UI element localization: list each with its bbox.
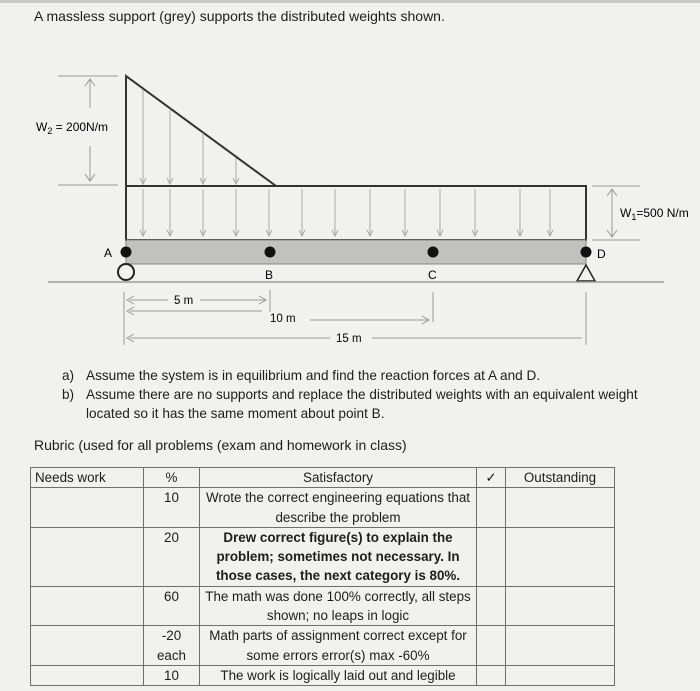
rubric-title: Rubric (used for all problems (exam and homework in class) <box>34 437 407 453</box>
point-b-label: B <box>265 268 274 282</box>
w2-label: $W_2 = 200N/m$ <box>36 120 109 136</box>
check-cell <box>477 488 506 528</box>
dim-15m: 15 m <box>336 333 362 345</box>
table-row <box>31 586 615 626</box>
point-c-dot <box>428 247 439 258</box>
roller-support-a <box>118 264 134 280</box>
percent-cell: 10 <box>144 665 200 685</box>
problem-heading: A massless support (grey) supports the distributed weights shown. <box>34 8 445 24</box>
criterion-cell: The math was done 100% correctly, all steps shown; no leaps in logic <box>200 586 477 626</box>
check-cell <box>477 586 506 626</box>
point-a-dot <box>121 247 132 258</box>
point-d-label: D <box>597 247 606 261</box>
header-check: ✓ <box>477 468 506 488</box>
check-cell <box>477 527 506 586</box>
criterion-cell: Wrote the correct engineering equations that describe the problem <box>200 488 477 528</box>
table-row <box>31 488 615 528</box>
check-cell <box>477 626 506 666</box>
header-needs-work: Needs work <box>31 468 144 488</box>
question-a-label: a) <box>62 368 75 383</box>
percent-cell: 60 <box>144 586 200 626</box>
needs-work-cell <box>31 626 144 666</box>
criterion-cell: The work is logically laid out and legible <box>200 665 477 685</box>
outstanding-cell <box>506 586 615 626</box>
question-b-label: b) <box>62 387 75 402</box>
header-satisfactory: Satisfactory <box>200 468 477 488</box>
table-row <box>31 626 615 666</box>
point-a-label: A <box>104 246 113 260</box>
triangular-load <box>126 76 276 186</box>
rubric-table <box>30 467 615 686</box>
point-c-label: C <box>428 268 437 282</box>
question-a-text: Assume the system is in equilibrium and find the reaction forces at A and D. <box>86 368 541 383</box>
check-cell <box>477 665 506 685</box>
outstanding-cell <box>506 527 615 586</box>
header-percent: % <box>144 468 200 488</box>
pin-support-d <box>577 265 595 281</box>
rubric-header-row <box>31 468 615 488</box>
needs-work-cell <box>31 665 144 685</box>
percent-cell: 10 <box>144 488 200 528</box>
needs-work-cell <box>31 488 144 528</box>
point-b-dot <box>265 247 276 258</box>
point-d-dot <box>581 247 592 258</box>
support-beam <box>126 240 586 264</box>
load-diagram <box>0 0 700 345</box>
dim-10m: 10 m <box>270 313 296 325</box>
percent-cell: 20 <box>144 527 200 586</box>
question-b-text: Assume there are no supports and replace the distributed weights with an equivalent weight located so it has the same moment about point B. <box>86 387 638 421</box>
dim-5m: 5 m <box>174 295 194 307</box>
header-outstanding: Outstanding <box>506 468 615 488</box>
percent-cell: -20 each <box>144 626 200 666</box>
outstanding-cell <box>506 626 615 666</box>
needs-work-cell <box>31 586 144 626</box>
criterion-cell: Drew correct figure(s) to explain the problem; sometimes not necessary. In those cases, the next category is 80%. <box>200 527 477 586</box>
outstanding-cell <box>506 488 615 528</box>
uniform-load <box>126 186 586 240</box>
table-row <box>31 527 615 586</box>
criterion-cell: Math parts of assignment correct except for some errors error(s) max -60% <box>200 626 477 666</box>
w1-label: $W_1=500$ N/m <box>620 206 689 222</box>
outstanding-cell <box>506 665 615 685</box>
needs-work-cell <box>31 527 144 586</box>
table-row <box>31 665 615 685</box>
